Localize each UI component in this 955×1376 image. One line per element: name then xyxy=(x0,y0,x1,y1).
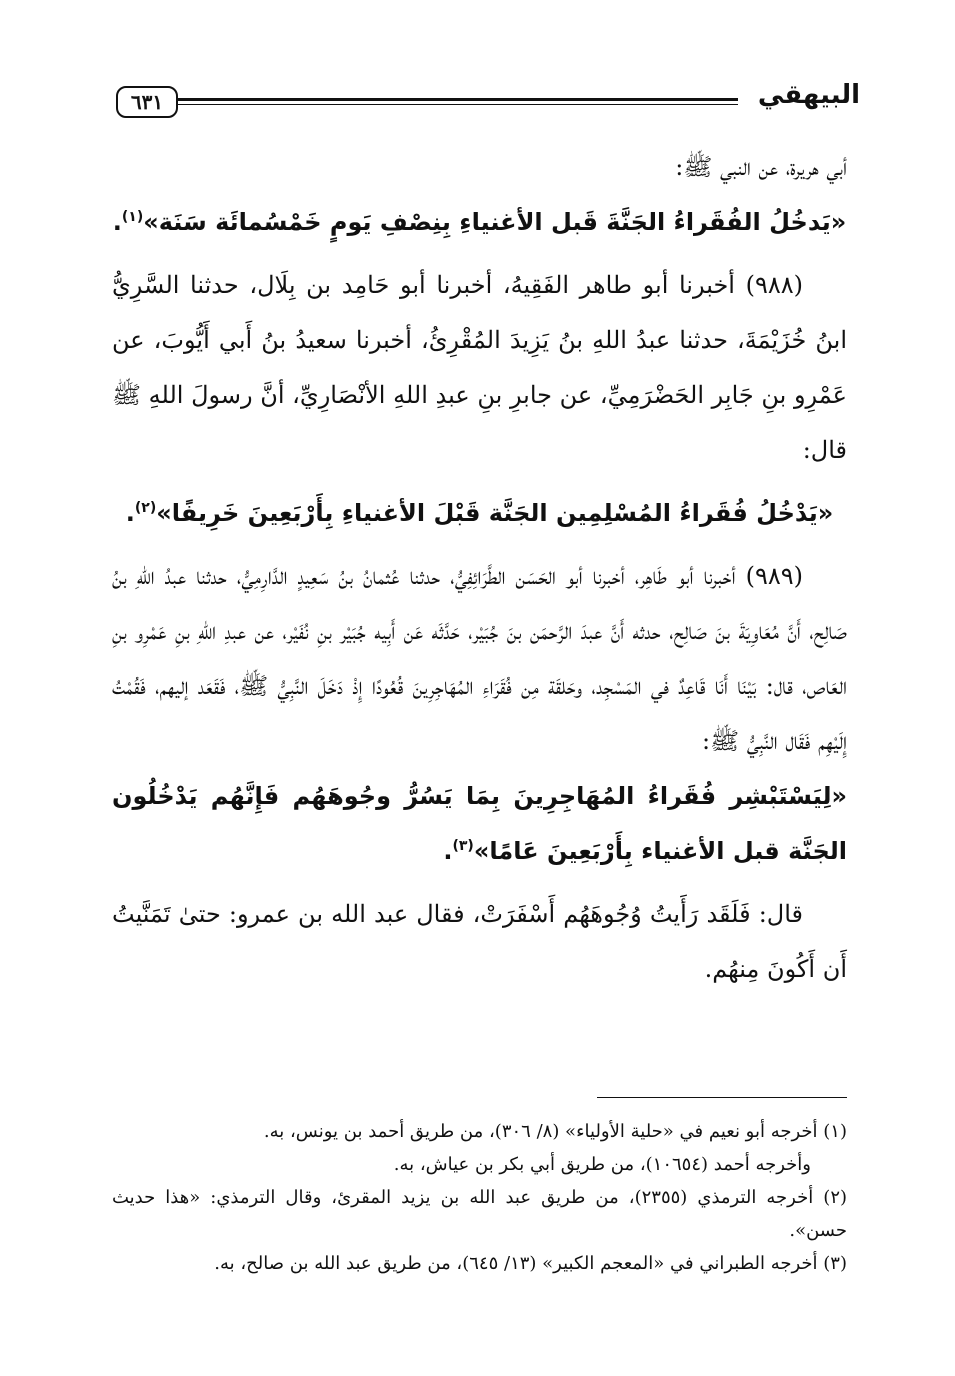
hadith-quote-3-text: «لِيَسْتَبْشِر فُقَراءُ المُهَاجِرِينَ بِمَا يَسُرُّ وجُوهَهُم فَإِنَّهُم يَدْخُلُون الجَنَّة قبل الأغنياء بِأَرْبَعِينَ عَامًا» xyxy=(112,782,847,865)
header-rule-thick xyxy=(178,98,738,101)
footnote-2: (٢) أخرجه الترمذي (٢٣٥٥)، من طريق عبد الله بن يزيد المقرئ، وقال الترمذي: «هذا حديث حسن». xyxy=(112,1187,848,1241)
hadith-quote-1-end: . xyxy=(112,208,122,236)
running-title: البيهقي xyxy=(757,80,860,110)
hadith-quote-2 xyxy=(112,486,847,541)
paragraph-989: (٩٨٩) أخبرنا أبو طَاهِر، أخبرنا أبو الحَسَن الطَّرَائِفِيُّ، حدثنا عُثمانُ بنُ سَعِيدٍ الدَّارِمِيُّ، حدثنا عبدُ اللهِ بنُ صَالِح، أَنَّ مُعَاوِيَةَ بنَ صَالِح، حدثه أَنَّ عبدَ الرَّحمَن بنَ جُبَيْر، حَدَّثَه عَن أَبِيه جُبَيْر بنِ نُفَيْر، عن عبدِ اللهِ بنِ عَمْرِو بنِ العَاص، قال: بَيْنَا أَنَا قَاعِدٌ في المَسْجِد، وحَلقَة مِن فُقَرَاءِ المُهَاجِرِينَ قُعُودًا إِذْ دَخَلَ النَّبِيُّ ﷺ، فَقَعَد إليهم، فَقُمْتُ إِلَيْهِم فَقَال النَّبِيُّ ﷺ: xyxy=(112,562,847,755)
hadith-quote-2-end: . xyxy=(125,499,135,527)
hadith-quote-2-text: «يَدْخُلُ فُقَراءُ المُسْلِمِين الجَنَّة قَبْلَ الأغنياءِ بِأَرْبَعِينَ خَرِيفًا» xyxy=(156,499,834,527)
page-header xyxy=(0,0,955,140)
hadith-quote-3 xyxy=(112,769,847,879)
footnotes xyxy=(112,1115,847,1280)
footnote-ref-2: (٢) xyxy=(134,500,157,516)
paragraph-1: أبي هريرة، عن النبي ﷺ: xyxy=(675,153,847,181)
footnote-3: (٣) أخرجه الطبراني في «المعجم الكبير» (١٣/ ٦٤٥)، من طريق عبد الله بن صالح، به. xyxy=(214,1253,847,1274)
footnote-1: (١) أخرجه أبو نعيم في «حلية الأولياء» (٨/ ٣٠٦)، من طريق أحمد بن يونس، به. xyxy=(263,1121,847,1142)
hadith-quote-1-text: «يَدخُلُ الفُقَراءُ الجَنَّةَ قَبل الأغنياءِ بِنِصْفِ يَومٍ خَمْسُمائَة سَنَة» xyxy=(143,208,847,236)
footnote-separator xyxy=(597,1097,847,1098)
page-number-badge xyxy=(116,86,178,118)
main-text xyxy=(112,140,847,997)
footnote-ref-1: (١) xyxy=(121,209,144,225)
hadith-quote-3-end: . xyxy=(443,837,453,865)
footnote-1-continued: وأخرجه أحمد (١٠٦٥٤)، من طريق أبي بكر بن عياش، به. xyxy=(393,1154,811,1175)
paragraph-988: (٩٨٨) أخبرنا أبو طاهر الفَقِيهُ، أخبرنا أبو حَامِد بن بِلَال، حدثنا السَّرِيُّ ابنُ خُزَيْمَةَ، حدثنا عبدُ اللهِ بنُ يَزِيدَ المُقْرِئُ، أخبرنا سعيدُ بنُ أَبي أَيُّوبَ، عن عَمْرِو بنِ جَابِر الحَضْرَمِيِّ، عن جابرِ بنِ عبدِ اللهِ الأنْصَارِيِّ، أنَّ رسولَ اللهِ ﷺ قال: xyxy=(112,271,847,464)
page-number: ٦٣١ xyxy=(130,90,164,114)
hadith-quote-1 xyxy=(112,195,847,250)
footnote-ref-3: (٣) xyxy=(452,838,474,854)
paragraph-closing: قال: فَلَقَد رَأَيتُ وُجُوهَهُم أَسْفَرَتْ، فقال عبد الله بن عمرو: حتىٰ تَمَنَّيتُ أَن أَكُونَ مِنهُم. xyxy=(112,900,847,983)
header-rule-thin xyxy=(178,104,738,105)
header-rule xyxy=(178,98,738,110)
